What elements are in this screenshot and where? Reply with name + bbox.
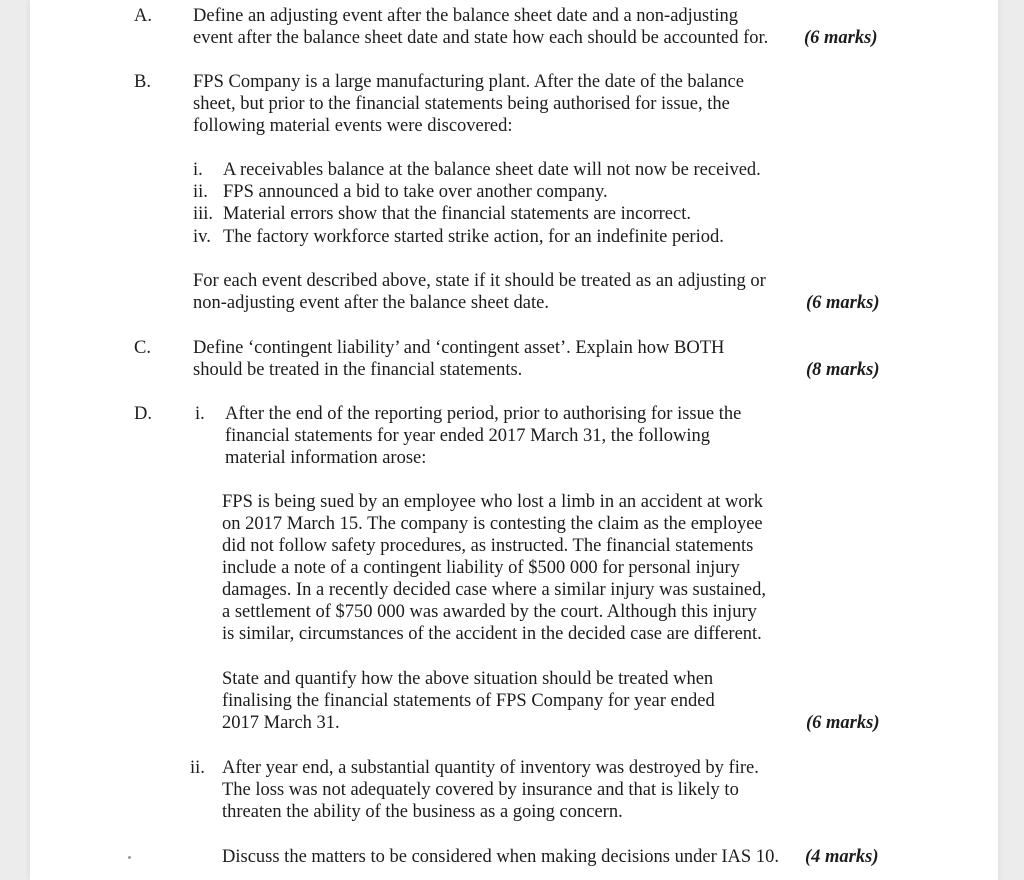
section-d-part-i-question-line: finalising the financial statements of FPS Company for year ended (222, 691, 715, 711)
section-d-case-line: is similar, circumstances of the accident in the decided case are different. (222, 624, 762, 644)
section-d-part-ii-line: The loss was not adequately covered by insurance and that is likely to (222, 780, 739, 800)
section-b-intro-line: following material events were discovered: (193, 116, 513, 136)
section-b-question-line: non-adjusting event after the balance sheet date. (193, 293, 549, 313)
section-b-item-number: i. (193, 160, 203, 180)
stray-mark (128, 856, 131, 859)
section-b-item-text: A receivables balance at the balance sheet date will not now be received. (223, 160, 761, 180)
section-d-case-line: include a note of a contingent liability of $500 000 for personal injury (222, 558, 740, 578)
section-d-part-i-number: i. (195, 404, 205, 424)
section-c-line: Define ‘contingent liability’ and ‘contingent asset’. Explain how BOTH (193, 338, 725, 358)
section-b-label: B. (134, 72, 151, 92)
section-b-item-text: The factory workforce started strike action, for an indefinite period. (223, 227, 724, 247)
section-c-line: should be treated in the financial statements. (193, 360, 523, 380)
section-d-case-line: a settlement of $750 000 was awarded by the court. Although this injury (222, 602, 757, 622)
section-d-case-line: did not follow safety procedures, as instructed. The financial statements (222, 536, 754, 556)
section-b-item-text: Material errors show that the financial statements are incorrect. (223, 204, 691, 224)
section-a-marks: (6 marks) (804, 28, 878, 48)
section-d-part-i-question-line: State and quantify how the above situation should be treated when (222, 669, 714, 689)
section-d-part-ii-line: threaten the ability of the business as a going concern. (222, 802, 623, 822)
section-b-item-text: FPS announced a bid to take over another company. (223, 182, 608, 202)
section-d-part-ii-question: Discuss the matters to be considered when making decisions under IAS 10. (222, 847, 779, 867)
section-d-part-i-marks: (6 marks) (806, 713, 880, 733)
section-c-marks: (8 marks) (806, 360, 880, 380)
section-d-label: D. (134, 404, 152, 424)
section-b-marks: (6 marks) (806, 293, 880, 313)
section-d-part-i-intro-line: After the end of the reporting period, prior to authorising for issue the (225, 404, 742, 424)
section-a-label: A. (134, 6, 152, 26)
section-a-line: event after the balance sheet date and state how each should be accounted for. (193, 28, 769, 48)
section-b-item-number: ii. (193, 182, 208, 202)
section-d-case-line: damages. In a recently decided case where a similar injury was sustained, (222, 580, 766, 600)
section-d-part-i-intro-line: financial statements for year ended 2017 March 31, the following (225, 426, 710, 446)
section-d-part-i-intro-line: material information arose: (225, 448, 427, 468)
section-d-part-ii-line: After year end, a substantial quantity of inventory was destroyed by fire. (222, 758, 759, 778)
section-b-intro-line: sheet, but prior to the financial statements being authorised for issue, the (193, 94, 730, 114)
section-d-case-line: FPS is being sued by an employee who lost a limb in an accident at work (222, 492, 764, 512)
section-c-label: C. (134, 338, 151, 358)
section-b-item-number: iv. (193, 227, 211, 247)
section-d-part-ii-number: ii. (190, 758, 205, 778)
section-d-case-line: on 2017 March 15. The company is contesting the claim as the employee (222, 514, 763, 534)
section-a-line: Define an adjusting event after the balance sheet date and a non-adjusting (193, 6, 739, 26)
section-b-question-line: For each event described above, state if it should be treated as an adjusting or (193, 271, 766, 291)
section-b-intro-line: FPS Company is a large manufacturing plant. After the date of the balance (193, 72, 744, 92)
section-d-part-ii-marks: (4 marks) (805, 847, 879, 867)
section-b-item-number: iii. (193, 204, 214, 224)
section-d-part-i-question-line: 2017 March 31. (222, 713, 340, 733)
